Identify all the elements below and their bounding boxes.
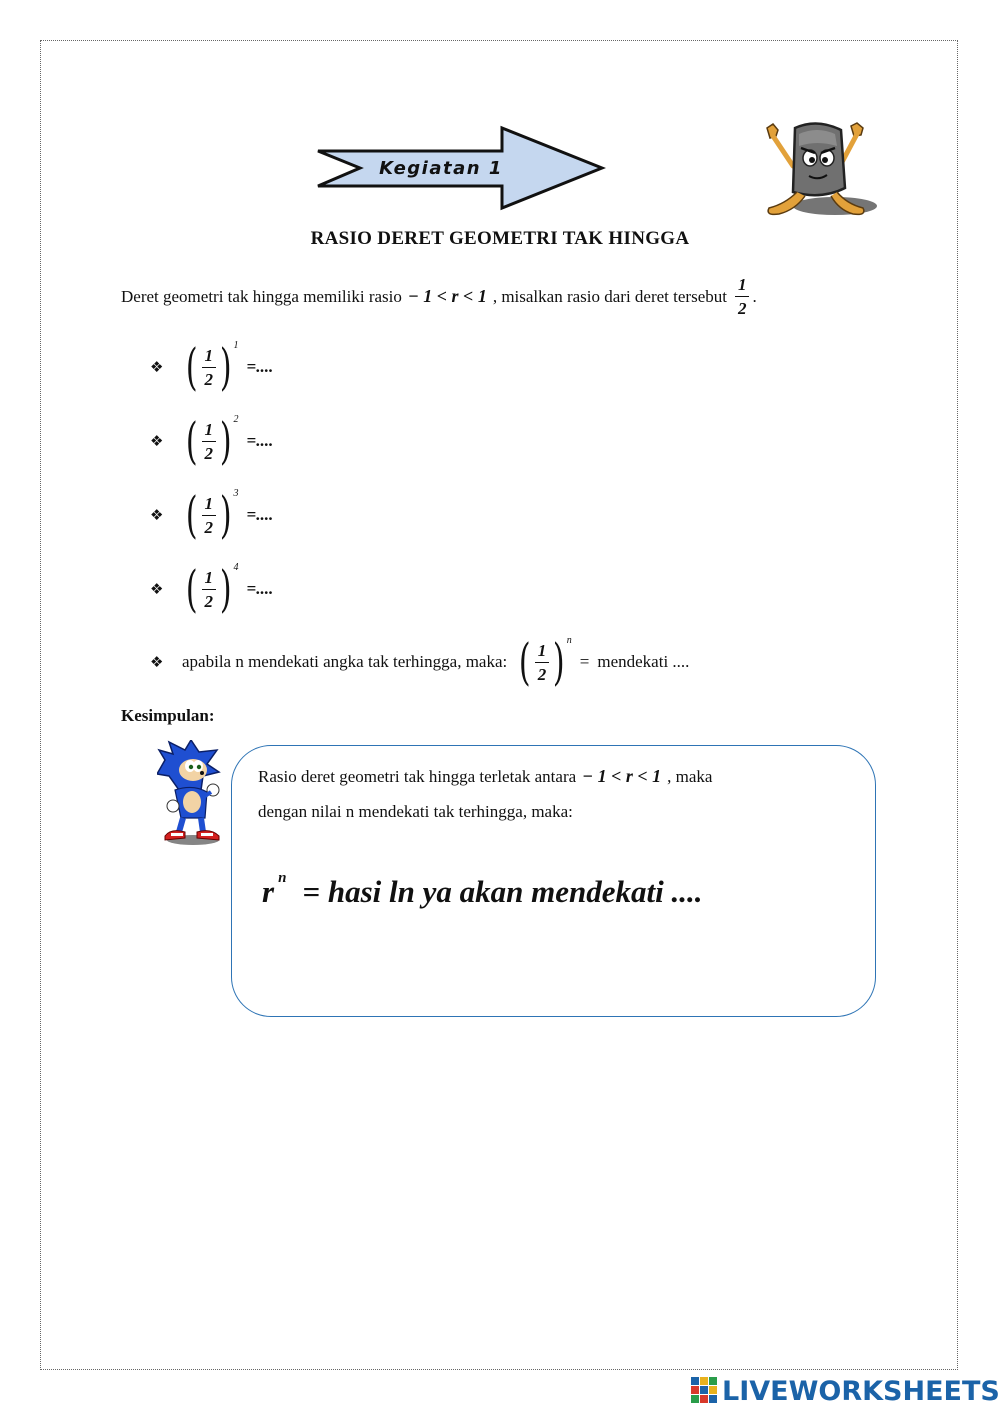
cartoon-mascot-icon (755, 118, 880, 223)
bullet-diamond-icon: ❖ (150, 358, 164, 376)
left-paren: ( (185, 486, 198, 544)
fraction-numerator: 1 (202, 495, 217, 516)
power-expression (182, 338, 239, 396)
limit-expression (515, 633, 572, 691)
liveworksheets-logo (690, 1374, 1000, 1408)
banner-label: Kegiatan 1 (379, 157, 503, 179)
formula-exponent: n (278, 870, 287, 886)
fraction-denominator: 2 (204, 369, 214, 389)
fraction-numerator: 1 (202, 421, 217, 442)
power-expression (182, 560, 239, 618)
limit-fraction (535, 642, 550, 683)
left-paren: ( (185, 338, 198, 396)
power-item (150, 486, 274, 544)
limit-exponent: n (566, 634, 572, 646)
formula-base: r (262, 874, 275, 909)
fraction-numerator: 1 (535, 642, 550, 663)
kegiatan-banner (316, 125, 606, 211)
limit-equals: = (579, 652, 590, 671)
power-expression (182, 486, 239, 544)
answer-blank: =.... (246, 505, 274, 524)
right-paren: ) (219, 486, 232, 544)
conclusion-box (231, 745, 876, 1017)
intro-text: Deret geometri tak hingga memiliki rasio (121, 286, 402, 306)
intro-text-after: , misalkan rasio dari deret tersebut (492, 286, 727, 306)
right-paren: ) (553, 633, 565, 691)
fraction-denominator: 2 (204, 591, 214, 611)
fraction-denominator: 2 (537, 664, 547, 684)
conclusion-label: Kesimpulan: (121, 706, 215, 725)
fraction-numerator: 1 (202, 569, 217, 590)
intro-fraction (735, 276, 750, 317)
left-paren: ( (185, 412, 198, 470)
left-paren: ( (519, 633, 531, 691)
power-fraction (202, 421, 217, 462)
limit-text: apabila n mendekati angka tak terhingga, maka: (182, 652, 508, 671)
power-fraction (202, 495, 217, 536)
fraction-numerator: 1 (202, 347, 217, 368)
right-paren: ) (219, 560, 232, 618)
power-fraction (202, 569, 217, 610)
intro-line (121, 276, 757, 317)
conclusion-text-after: , maka (667, 766, 713, 786)
conclusion-line-2: dengan nilai n mendekati tak terhingga, maka: (258, 802, 573, 821)
fraction-denominator: 2 (204, 517, 214, 537)
power-exponent: 1 (233, 339, 239, 351)
liveworksheets-logo-icon (690, 1376, 718, 1406)
answer-blank: =.... (246, 357, 274, 376)
logo-text: LIVEWORKSHEETS (722, 1375, 1000, 1407)
formula-rest: = hasi ln ya akan mendekati .... (302, 874, 703, 909)
power-exponent: 4 (233, 561, 239, 573)
limit-item (150, 633, 690, 691)
answer-blank: =.... (246, 579, 274, 598)
bullet-diamond-icon: ❖ (150, 506, 164, 524)
fraction-denominator: 2 (737, 299, 747, 318)
conclusion-inequality: − 1 < r < 1 (582, 766, 662, 786)
bullet-diamond-icon: ❖ (150, 580, 164, 598)
power-fraction (202, 347, 217, 388)
sonic-character-icon (157, 740, 225, 848)
power-item (150, 338, 274, 396)
power-exponent: 2 (233, 413, 239, 425)
answer-blank: =.... (246, 431, 274, 450)
limit-answer-text: mendekati .... (597, 652, 690, 671)
power-exponent: 3 (233, 487, 239, 499)
conclusion-line-1 (258, 766, 712, 787)
bullet-diamond-icon: ❖ (150, 653, 164, 671)
power-item (150, 560, 274, 618)
power-expression (182, 412, 239, 470)
right-paren: ) (219, 338, 232, 396)
bullet-diamond-icon: ❖ (150, 432, 164, 450)
intro-period: . (752, 286, 757, 306)
intro-inequality: − 1 < r < 1 (407, 286, 487, 306)
left-paren: ( (185, 560, 198, 618)
page-title: RASIO DERET GEOMETRI TAK HINGGA (310, 228, 690, 249)
power-item (150, 412, 274, 470)
right-paren: ) (219, 412, 232, 470)
fraction-numerator: 1 (735, 276, 750, 297)
conclusion-formula (262, 870, 703, 910)
conclusion-text: Rasio deret geometri tak hingga terletak antara (258, 766, 577, 786)
fraction-denominator: 2 (204, 443, 214, 463)
